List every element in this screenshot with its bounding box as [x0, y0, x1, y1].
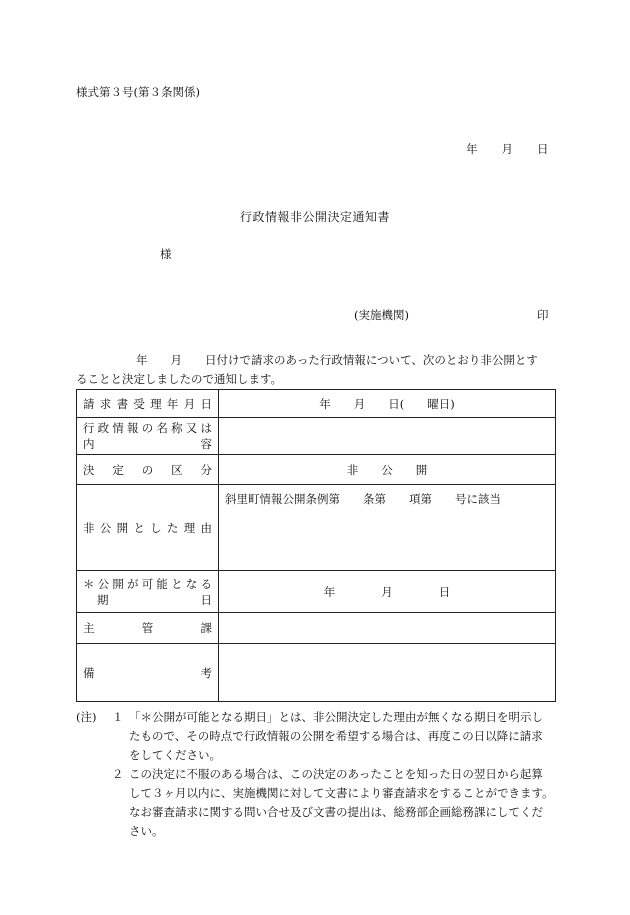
note-2-line-2: して３ヶ月以内に、実施機関に対して文書により審査請求をすることができます。	[129, 786, 554, 800]
receipt-date-label-cell	[77, 390, 219, 418]
info-name-value	[219, 418, 556, 455]
reason-value: 斜里町情報公開条例第 条第 項第 号に該当	[219, 485, 556, 571]
note-1-number: １	[112, 710, 124, 724]
form-number: 様式第３号(第３条関係)	[76, 85, 200, 99]
note-1-line-1: 「＊公開が可能となる期日」とは、非公開決定した理由が無くなる期日を明示し	[129, 710, 543, 724]
note-2-line-4: さい。	[129, 824, 164, 838]
seal-mark: 印	[537, 308, 549, 322]
date-year-label: 年	[466, 142, 478, 156]
table-row-decision-type	[77, 455, 556, 485]
disclosable-date-value: 年 月 日	[219, 571, 556, 613]
note-2-line-3: なお審査請求に関する問い合せ及び文書の提出は、総務部企画総務課にしてくだ	[129, 805, 543, 819]
table-row-disclosable-date	[77, 571, 556, 613]
info-name-label-line-2: 内容	[83, 437, 212, 451]
receipt-date-label: 請求書受理年月日	[83, 396, 212, 411]
disclosable-date-label-cell	[77, 571, 219, 613]
addressee-suffix: 様	[160, 247, 172, 261]
reason-label-cell	[77, 485, 219, 571]
intro-line-2: ることと決定しましたので通知します。	[76, 372, 283, 386]
date-day-label: 日	[537, 142, 549, 156]
decision-type-label: 決定の区分	[83, 462, 212, 477]
department-label: 主管課	[83, 621, 212, 635]
note-1-text	[129, 708, 556, 765]
remarks-value	[219, 644, 556, 702]
note-1-line-3: をしてください。	[129, 748, 221, 762]
remarks-label: 備考	[83, 665, 212, 680]
decision-type-label-cell	[77, 455, 219, 485]
table-row-receipt-date	[77, 390, 556, 418]
table-row-reason	[77, 485, 556, 571]
intro-line-1: 年 月 日付けで請求のあった行政情報について、次のとおり非公開とす	[136, 353, 538, 367]
reason-label: 非公開とした理由	[83, 520, 212, 535]
info-name-label-cell	[77, 418, 219, 455]
note-2-line-1: この決定に不服のある場合は、この決定のあったことを知った日の翌日から起算	[129, 767, 543, 781]
note-2-number: ２	[112, 767, 124, 781]
disclosable-date-label-line-2: 期日	[97, 592, 212, 607]
remarks-label-cell	[77, 644, 219, 702]
receipt-date-value: 年 月 日( 曜日)	[219, 390, 556, 418]
info-name-label-line-1: 行政情報の名称又は	[83, 421, 212, 435]
notes-heading: (注)	[76, 710, 97, 724]
department-label-cell	[77, 613, 219, 644]
note-2-text	[129, 765, 556, 841]
decision-table	[76, 389, 556, 702]
department-value	[219, 613, 556, 644]
table-row-department	[77, 613, 556, 644]
table-row-remarks	[77, 644, 556, 702]
disclosable-date-label-line-1: ＊公開が可能となる	[83, 576, 212, 591]
issuer-label: (実施機関)	[354, 308, 409, 322]
note-1-line-2: たもので、その時点で行政情報の公開を希望する場合は、再度この日以降に請求	[129, 729, 543, 743]
intro-paragraph	[76, 351, 556, 389]
table-row-info-name	[77, 418, 556, 455]
decision-type-value: 非 公 開	[219, 455, 556, 485]
document-title: 行政情報非公開決定通知書	[239, 210, 390, 224]
date-month-label: 月	[501, 142, 513, 156]
issue-date	[466, 141, 549, 157]
